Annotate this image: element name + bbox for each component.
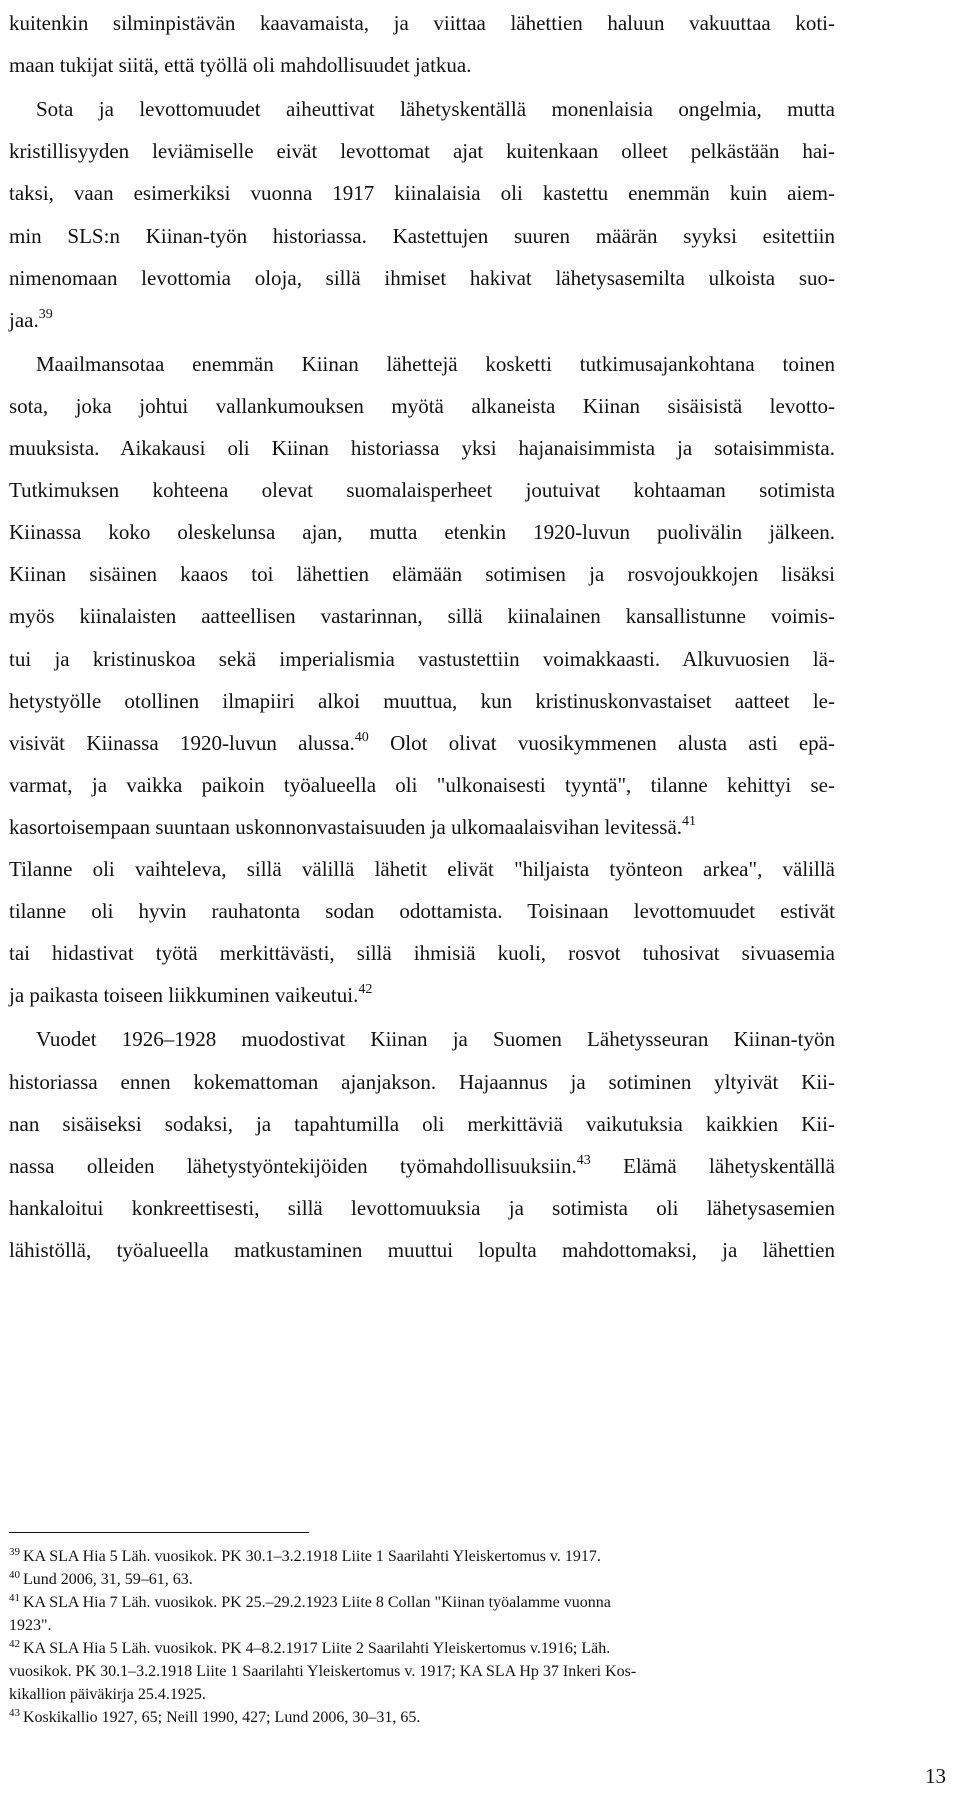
text-line: hetystyölle otollinen ilmapiiri alkoi muuttua, kun kristinuskonvastaiset aatteet le- <box>9 689 835 713</box>
footnote-42-cont: kikallion päiväkirja 25.4.1925. <box>9 1686 206 1703</box>
footnote-ref: 42 <box>358 982 373 997</box>
footnote-41 <box>9 1593 835 1613</box>
footnote-42 <box>9 1639 835 1659</box>
footnote-39 <box>9 1547 835 1567</box>
text-line: tui ja kristinuskoa sekä imperialismia vastustettiin voimakkaasti. Alkuvuosien lä- <box>9 647 835 671</box>
text-line: lähistöllä, työalueella matkustaminen muuttui lopulta mahdottomaksi, ja lähettien <box>9 1238 835 1262</box>
text-line: nimenomaan levottomia oloja, sillä ihmiset hakivat lähetysasemilta ulkoista suo- <box>9 266 835 290</box>
text-line: taksi, vaan esimerkiksi vuonna 1917 kiinalaisia oli kastettu enemmän kuin aiem- <box>9 181 835 205</box>
footnote-41-cont: 1923". <box>9 1617 52 1634</box>
text-line: kuitenkin silminpistävän kaavamaista, ja viittaa lähettien haluun vakuuttaa koti- <box>9 11 835 35</box>
footnote-ref: 40 <box>354 730 369 745</box>
footnote-text: KA SLA Hia 5 Läh. vuosikok. PK 4–8.2.1917 Liite 2 Saarilahti Yleiskertomus v.1916; Läh. <box>23 1640 611 1657</box>
text-line <box>9 982 835 1009</box>
footnote-number: 41 <box>9 1592 20 1604</box>
text-line: sota, joka johtui vallankumouksen myötä alkaneista Kiinan sisäisistä levotto- <box>9 394 835 418</box>
text-span: nassa olleiden lähetystyöntekijöiden työmahdollisuuksiin. <box>9 1154 577 1178</box>
footnote-separator <box>9 1532 309 1533</box>
text-span: jaa. <box>9 308 39 332</box>
paragraph-start-line: Vuodet 1926–1928 muodostivat Kiinan ja Suomen Lähetysseuran Kiinan-työn <box>36 1027 835 1051</box>
footnote-number: 39 <box>9 1546 20 1558</box>
footnote-ref: 43 <box>576 1153 591 1168</box>
footnote-42-cont: vuosikok. PK 30.1–3.2.1918 Liite 1 Saarilahti Yleiskertomus v. 1917; KA SLA Hp 37 Inkeri Kos- <box>9 1663 637 1680</box>
footnote-ref: 41 <box>682 814 697 829</box>
footnote-40 <box>9 1570 835 1590</box>
text-line: maan tukijat siitä, että työllä oli mahdollisuudet jatkua. <box>9 53 472 77</box>
footnote-text: Koskikallio 1927, 65; Neill 1990, 427; Lund 2006, 30–31, 65. <box>23 1709 421 1726</box>
text-line <box>9 1153 835 1180</box>
footnote-43 <box>9 1708 835 1728</box>
text-line: varmat, ja vaikka paikoin työalueella oli "ulkonaisesti tyyntä", tilanne kehittyi se- <box>9 773 835 797</box>
text-span: ja paikasta toiseen liikkuminen vaikeutui. <box>9 983 359 1007</box>
text-span: visivät Kiinassa 1920-luvun alussa. <box>9 731 355 755</box>
text-span: Olot olivat vuosikymmenen alusta asti epä- <box>368 731 836 755</box>
text-line <box>9 307 835 334</box>
text-line: Kiinan sisäinen kaaos toi lähettien elämään sotimisen ja rosvojoukkojen lisäksi <box>9 562 835 586</box>
text-line: tilanne oli hyvin rauhatonta sodan odottamista. Toisinaan levottomuudet estivät <box>9 899 835 923</box>
page-number: 13 <box>925 1764 946 1788</box>
footnote-ref: 39 <box>38 307 53 322</box>
text-span: Elämä lähetyskentällä <box>590 1154 835 1178</box>
footnote-number: 40 <box>9 1569 20 1581</box>
text-line <box>9 730 835 757</box>
footnote-number: 42 <box>9 1638 20 1650</box>
paragraph-start-line: Sota ja levottomuudet aiheuttivat lähetyskentällä monenlaisia ongelmia, mutta <box>36 97 835 121</box>
text-line: min SLS:n Kiinan-työn historiassa. Kastettujen suuren määrän syyksi esitettiin <box>9 224 835 248</box>
footnote-number: 43 <box>9 1707 20 1719</box>
text-line: myös kiinalaisten aatteellisen vastarinnan, sillä kiinalainen kansallistunne voimis- <box>9 604 835 628</box>
text-line: hankaloitui konkreettisesti, sillä levottomuuksia ja sotimista oli lähetysasemien <box>9 1196 835 1220</box>
text-line <box>9 814 835 841</box>
text-line: Tilanne oli vaihteleva, sillä välillä lähetit elivät "hiljaista työnteon arkea", välillä <box>9 857 835 881</box>
text-line: muuksista. Aikakausi oli Kiinan historiassa yksi hajanaisimmista ja sotaisimmista. <box>9 436 835 460</box>
footnote-text: KA SLA Hia 7 Läh. vuosikok. PK 25.–29.2.1923 Liite 8 Collan "Kiinan työalamme vuonna <box>23 1594 611 1611</box>
text-line: tai hidastivat työtä merkittävästi, sillä ihmisiä kuoli, rosvot tuhosivat sivuasemia <box>9 941 835 965</box>
text-span: kasortoisempaan suuntaan uskonnonvastaisuuden ja ulkomaalaisvihan levitessä. <box>9 815 683 839</box>
footnote-text: Lund 2006, 31, 59–61, 63. <box>23 1571 193 1588</box>
text-line: historiassa ennen kokemattoman ajanjakson. Hajaannus ja sotiminen yltyivät Kii- <box>9 1070 835 1094</box>
text-line: nan sisäiseksi sodaksi, ja tapahtumilla oli merkittäviä vaikutuksia kaikkien Kii- <box>9 1112 835 1136</box>
text-line: Kiinassa koko oleskelunsa ajan, mutta etenkin 1920-luvun puolivälin jälkeen. <box>9 520 835 544</box>
footnote-text: KA SLA Hia 5 Läh. vuosikok. PK 30.1–3.2.1918 Liite 1 Saarilahti Yleiskertomus v. 1917. <box>23 1548 601 1565</box>
text-line: kristillisyyden leviämiselle eivät levottomat ajat kuitenkaan olleet pelkästään hai- <box>9 139 835 163</box>
text-line: Tutkimuksen kohteena olevat suomalaisperheet joutuivat kohtaaman sotimista <box>9 478 835 502</box>
paragraph-start-line: Maailmansotaa enemmän Kiinan lähettejä kosketti tutkimusajankohtana toinen <box>36 352 835 376</box>
